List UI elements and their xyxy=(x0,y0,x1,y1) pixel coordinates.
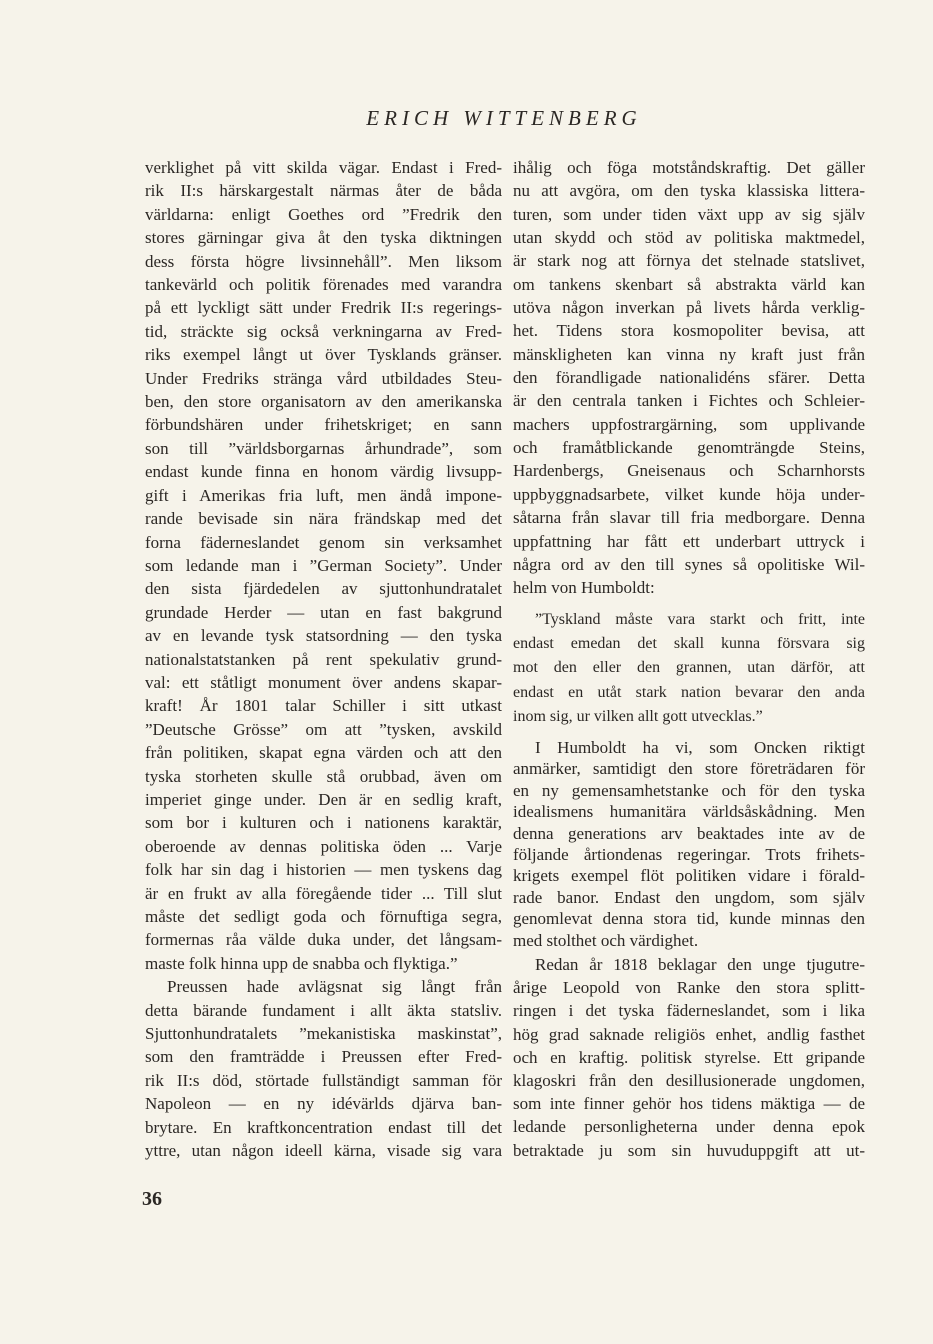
text-line: den förandligade nationalidéns sfärer. Detta xyxy=(513,368,865,388)
text-line: är en frukt av alla föregående tider ... Till slut xyxy=(145,883,502,903)
text-line: folk har sin dag i historien — men tyskens dag xyxy=(145,860,502,880)
right-column-paragraph-1 xyxy=(513,156,865,600)
text-line: utan skydd och stöd av politiska maktmedel, xyxy=(513,228,865,248)
text-line: helm von Humboldt: xyxy=(513,578,655,598)
paragraph xyxy=(145,156,502,975)
text-line: verklighet på vitt skilda vägar. Endast i Fred- xyxy=(145,158,502,177)
right-column-paragraph-2 xyxy=(513,737,865,951)
text-line: och en kraftig. politisk styrelse. Ett gripande xyxy=(513,1047,865,1067)
text-line: betraktade ju som sin huvuduppgift att ut- xyxy=(513,1140,865,1160)
text-line: Hardenbergs, Gneisenaus och Scharnhorsts xyxy=(513,461,865,481)
text-line: några ord av den till synes så opolitiske Wil- xyxy=(513,554,865,574)
text-line: rik II:s död, störtade fullständigt samman för xyxy=(145,1070,502,1090)
text-line: Preussen hade avlägsnat sig långt från xyxy=(167,977,502,997)
running-header: ERICH WITTENBERG xyxy=(366,106,642,130)
paragraph xyxy=(145,975,502,1162)
text-line: om tankens skenbart så abstrakta värld kan xyxy=(513,274,865,294)
text-line: uppbyggnadsarbete, vilket kunde höja under- xyxy=(513,484,865,504)
text-line: idealismens humanitära världsåskådning. Men xyxy=(513,802,865,822)
text-line: Under Fredriks stränga vård utbildades Steu- xyxy=(145,368,502,388)
text-line: gift i Amerikas fria luft, men ändå impone- xyxy=(145,485,502,505)
text-line: machers uppfostrargärning, som upplivande xyxy=(513,414,865,434)
text-line: inom sig, ur vilken allt gott utvecklas.” xyxy=(513,707,763,725)
text-line: ledande personligheterna under denna epok xyxy=(513,1117,865,1137)
text-line: utöva någon inverkan på livets hårda verklig- xyxy=(513,298,865,318)
text-line: anmärker, samtidigt den store företrädaren för xyxy=(513,759,865,779)
text-line: Napoleon — en ny idévärlds djärva ban- xyxy=(145,1094,502,1114)
text-line: rande bevisade sin nära frändskap med det xyxy=(145,509,502,529)
text-line: med stolthet och värdighet. xyxy=(513,930,699,950)
text-line: turen, som under tiden växt upp av sig själv xyxy=(513,204,865,224)
text-line: dess första högre livsinnehåll”. Men liksom xyxy=(145,251,502,271)
text-line: genomlevat denna stora tid, kunde minnas den xyxy=(513,909,865,929)
right-column-paragraph-3 xyxy=(513,953,865,1162)
text-line: såtarna från slavar till fria medborgare. Denna xyxy=(513,508,865,528)
text-line: och framåtblickande genomträngde Steins, xyxy=(513,438,865,458)
text-line: Sjuttonhundratalets ”mekanistiska maskinstat”, xyxy=(145,1024,502,1044)
text-line: världarna: enligt Goethes ord ”Fredrik den xyxy=(145,204,502,224)
text-line: som inte finner gehör hos tidens mäktiga — de xyxy=(513,1094,865,1114)
paragraph xyxy=(513,156,865,600)
text-line: uppfattning har fått ett underbart uttryck i xyxy=(513,531,865,551)
text-line: följande årtiondenas regeringar. Trots frihets- xyxy=(513,845,865,865)
text-line: ”Deutsche Grösse” om att ”tysken, avskild xyxy=(145,719,502,739)
text-line: endast emedan det skall kunna försvara sig xyxy=(513,635,865,653)
text-line: av en levande tysk statsordning — den tyska xyxy=(145,626,502,646)
page-number: 36 xyxy=(142,1188,162,1210)
text-line: I Humboldt ha vi, som Oncken riktigt xyxy=(535,738,865,757)
text-line: denna generations arv beaktades inte av de xyxy=(513,823,865,843)
text-line: måste det sedligt goda och förnuftiga segra, xyxy=(145,907,502,926)
text-line: endast kunde finna en honom värdig livsupp- xyxy=(145,462,502,482)
text-line: stores gärningar giva åt den tyska diktningen xyxy=(145,228,502,248)
text-line: het. Tidens stora kosmopoliter bevisa, att xyxy=(513,321,865,341)
text-line: nationalstatstanken på rent spekulativ grund- xyxy=(145,649,502,669)
text-line: maste folk hinna upp de snabba och flyktiga.” xyxy=(145,953,458,973)
text-line: på ett lyckligt sätt under Fredrik II:s regerings- xyxy=(145,298,502,318)
text-line: som ledande man i ”German Society”. Under xyxy=(145,555,502,575)
text-line: en ny gemensamhetstanke och för den tyska xyxy=(513,780,865,800)
text-line: tankevärld och politik förenades med varandra xyxy=(145,275,502,295)
text-line: ”Tyskland måste vara starkt och fritt, inte xyxy=(535,611,865,628)
text-line: ben, den store organisatorn av den amerikanska xyxy=(145,392,502,412)
text-line: från politiken, skapat egna värden och att den xyxy=(145,743,502,763)
text-line: mot den eller den grannen, utan därför, att xyxy=(513,659,865,677)
text-line: kraft! År 1801 talar Schiller i sitt utkast xyxy=(145,696,502,716)
humboldt-quote xyxy=(513,608,865,729)
text-line: rade banor. Endast den ungdom, som själv xyxy=(513,887,865,907)
text-line: är stark nog att förnya det stelnade statslivet, xyxy=(513,251,865,271)
text-line: val: ett ståtligt monument över andens skapar- xyxy=(145,672,502,692)
quote-paragraph xyxy=(513,608,865,729)
text-line: grundade Herder — utan en fast bakgrund xyxy=(145,602,502,622)
left-column xyxy=(145,156,502,1162)
text-line: tid, sträckte sig också verkningarna av Fred- xyxy=(145,321,502,341)
text-line: formernas råa välde duka under, det långsam- xyxy=(145,930,502,950)
text-line: tyska storheten skulle stå orubbad, även om xyxy=(145,766,502,786)
text-line: son till ”världsborgarnas århundrade”, som xyxy=(145,438,502,458)
text-line: ihålig och föga motståndskraftig. Det gäller xyxy=(513,158,865,177)
text-line: rik II:s härskargestalt närmas åter de båda xyxy=(145,181,502,201)
text-line: den sista fjärdedelen av sjuttonhundratalet xyxy=(145,579,502,599)
paragraph xyxy=(513,953,865,1162)
text-line: oberoende av dennas politiska öden ... Varje xyxy=(145,836,502,856)
text-line: klagoskri från den desillusionerade ungdomen, xyxy=(513,1071,865,1091)
text-line: ringen i det tyska fäderneslandet, som i lika xyxy=(513,1001,865,1021)
text-line: förbundshären under frihetskriget; en sann xyxy=(145,415,502,435)
text-line: Redan år 1818 beklagar den unge tjugutre- xyxy=(535,955,865,974)
text-line: som den framträdde i Preussen efter Fred- xyxy=(145,1047,502,1067)
text-line: endast en utåt stark nation bevarar den anda xyxy=(513,683,865,701)
text-line: imperiet ginge under. Den är en sedlig kraft, xyxy=(145,789,502,809)
text-line: riks exempel långt ut över Tysklands gränser. xyxy=(145,345,502,365)
text-line: hög grad saknade religiös enhet, andlig fasthet xyxy=(513,1024,865,1044)
text-line: yttre, utan någon ideell kärna, visade sig vara xyxy=(145,1141,502,1161)
text-line: brytare. En kraftkoncentration endast till det xyxy=(145,1117,502,1137)
text-line: nu att avgöra, om den tyska klassiska littera- xyxy=(513,181,865,201)
text-line: mänskligheten kan vinna ny kraft just från xyxy=(513,344,865,364)
text-line: forna fäderneslandet genom sin verksamhet xyxy=(145,532,502,552)
text-line: som bor i kulturen och i nationens karaktär, xyxy=(145,813,502,833)
text-line: årige Leopold von Ranke den stora splitt- xyxy=(513,978,865,998)
text-line: är den centrala tanken i Fichtes och Schleier- xyxy=(513,391,865,411)
text-line: krigets exempel flöt politiken vidare i förald- xyxy=(513,866,865,886)
text-line: detta bärande fundament i allt äkta statsliv. xyxy=(145,1000,502,1020)
paragraph xyxy=(513,737,865,951)
